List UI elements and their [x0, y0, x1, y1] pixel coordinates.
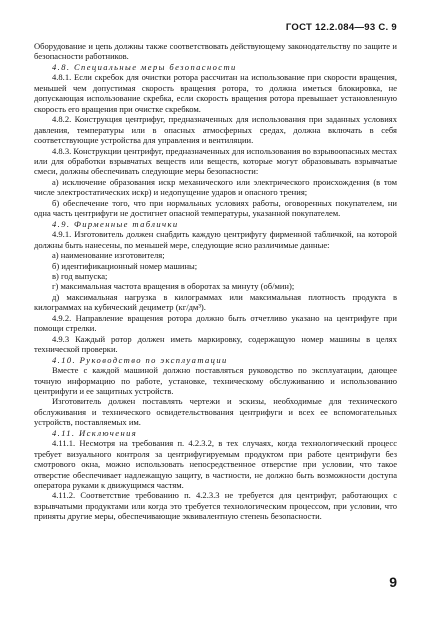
paragraph: 4.8.1. Если скребок для очистки ротора рассчитан на использование при скорости вращения, меньшей чем допустимая скорость вращения ротора, то должна иметься блокировка, не допускающая использование скребка, если скорость вращения ротора превышает установленную скорость его вращения при очистке скребком.	[34, 72, 397, 114]
paragraph: 4.11.2. Соответствие требованию п. 4.2.3.3 не требуется для центрифуг, работающих с взрывчатыми продуктами или когда это требуется технологическим процессом, при условии, что приняты другие меры, обеспечивающие эквивалентную степень безопасности.	[34, 490, 397, 522]
document-body	[34, 41, 397, 522]
paragraph: в) год выпуска;	[52, 270, 108, 281]
paragraph: Оборудование и цепь должны также соответствовать действующему законодательству по защите и безопасности работников.	[34, 41, 397, 62]
paragraph: д) максимальная нагрузка в килограммах или максимальная плотность продукта в килограммах на кубический дециметр (кг/дм³).	[34, 291, 397, 313]
section-heading: 4.10. Руководство по эксплуатации	[52, 354, 228, 365]
paragraph: 4.8.3. Конструкции центрифуг, предназначенных для использования во взрывоопасных местах или для обработки взрывчатых веществ или веществ, которые могут образовывать взрывчатые смеси, должны обеспечивать следующие меры безопасности:	[34, 145, 397, 177]
paragraph: 4.9.1. Изготовитель должен снабдить каждую центрифугу фирменной табличкой, на которой должны быть нанесены, по меньшей мере, следующие ясно различимые данные:	[34, 229, 397, 250]
paragraph: а) исключение образования искр механического или электрического происхождения (в том числе электростатических искр) и недопущение ударов и опасного трения;	[34, 176, 397, 198]
page-number: 9	[389, 574, 397, 590]
paragraph: 4.11.1. Несмотря на требования п. 4.2.3.2, в тех случаях, когда технологический процесс требует визуального контроля за центрифугируемым продуктом при работе центрифуги без смотрового окна, можно использовать непосредственное отверстие при условии, что такое отверстие обеспечивает надлежащую защиту, в частности, не должно быть возможности доступа оператора руками к движущимся частям.	[34, 438, 397, 491]
paragraph: а) наименование изготовителя;	[52, 250, 165, 261]
section-heading: 4.9. Фирменные таблички	[52, 218, 179, 229]
paragraph: б) обеспечение того, что при нормальных условиях работы, оговоренных покупателем, ни одна часть центрифуги не достигнет опасной температуры, указанной покупателем.	[34, 197, 397, 219]
section-heading: 4.8. Специальные меры безопасности	[52, 61, 237, 72]
paragraph: 4.8.2. Конструкция центрифуг, предназначенных для использования при заданных условиях давления, температуры или в опасных атмосферных средах, должна включать в себя соответствующие устройства для управления и вентиляции.	[34, 114, 397, 146]
page-header: ГОСТ 12.2.084—93 С. 9	[285, 22, 397, 33]
paragraph: Вместе с каждой машиной должно поставляться руководство по эксплуатации, дающее точную информацию по работе, установке, техническому обслуживанию и использованию центрифуги и ее защитных устройств.	[34, 365, 397, 396]
paragraph: 4.9.2. Направление вращения ротора должно быть отчетливо указано на центрифуге при помощи стрелки.	[34, 312, 397, 334]
paragraph: б) идентификационный номер машины;	[52, 260, 198, 271]
paragraph: г) максимальная частота вращения в оборотах за минуту (об/мин);	[52, 281, 295, 292]
paragraph: Изготовитель должен поставлять чертежи и эскизы, необходимые для технического обслуживания и технического освидетельствования центрифуги и всех ее вспомогательных устройств, поставляемых им.	[34, 396, 397, 428]
paragraph: 4.9.3 Каждый ротор должен иметь маркировку, содержащую номер машины в целях технической проверки.	[34, 333, 397, 355]
section-heading: 4.11. Исключения	[52, 427, 138, 438]
